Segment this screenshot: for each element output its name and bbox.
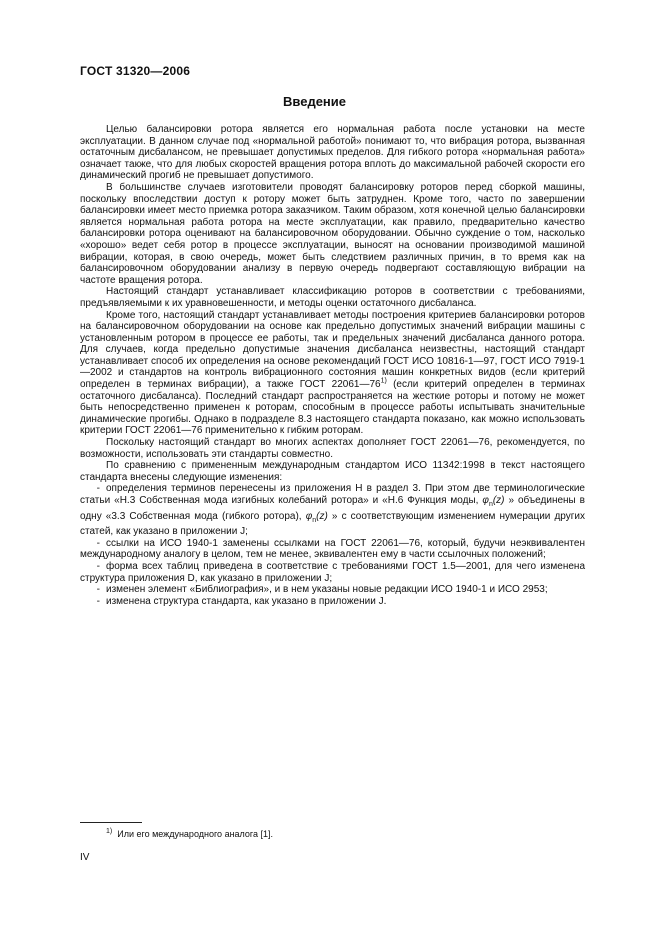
footnote-reference: 1)	[380, 377, 387, 385]
document-body	[80, 124, 585, 607]
footnote-mark: 1)	[106, 828, 113, 835]
page-number: IV	[80, 852, 90, 863]
paragraph-5: Поскольку настоящий стандарт во многих аспектах дополняет ГОСТ 22061—76, рекомендуется, по возможности, использовать эти стандарты совместно.	[80, 437, 585, 460]
list-item-text: ссылки на ИСО 1940-1 заменены ссылками на ГОСТ 22061—76, который, будучи неэквивалентен международному аналогу в целом, тем не менее, эквивалентен ему в части ссылочных положений;	[80, 537, 585, 561]
phi-argument: (z)	[492, 495, 505, 506]
footnote	[106, 829, 273, 839]
list-item-text-a: определения терминов перенесены из приложения Н в раздел 3. При этом две терминологические статьи «Н.3 Собственная мода изгибных колебаний ротора» и «Н.6 Функция моды,	[80, 483, 585, 506]
paragraph-1: Целью балансировки ротора является его нормальная работа после установки на месте эксплуатации. В данном случае под «нормальной работой» понимают то, что вибрация ротора, вызванная остаточным дисбалансом, не превышает допустимых пределов. Для гибкого ротора «нормальная работа» означает также, что для любых скоростей вращения ротора вплоть до максимальной рабочей скорости его динамический прогиб не превышает допустимого.	[80, 124, 585, 182]
list-item-text: форма всех таблиц приведена в соответствие с требованиями ГОСТ 1.5—2001, для чего изменена структура приложения D, как указано в приложении J;	[80, 560, 585, 584]
phi-symbol: φ	[482, 495, 489, 506]
paragraph-6: По сравнению с примененным международным стандартом ИСО 11342:1998 в текст настоящего стандарта внесены следующие изменения:	[80, 460, 585, 483]
paragraph-4	[80, 310, 585, 438]
paragraph-4-text-a: Кроме того, настоящий стандарт устанавливает методы построения критериев балансировки роторов на балансировочном оборудовании на основе как предельно допустимых значений вибрации машины с установленным ротором в процессе ее работы, так и предельных значений дисбаланса данного ротора. Для случаев, когда предельно допустимые значения дисбаланса неизвестны, настоящий стандарт устанавливает способ их определения на основе рекомендаций ГОСТ ИСО 10816-1—97, ГОСТ ИСО 7919-1—2002 и стандартов на контроль вибрационного состояния машин конкретных видов (если критерий определен в терминах вибрации), а также ГОСТ 22061—76	[80, 309, 585, 391]
paragraph-4-text-b: (если критерий определен в терминах остаточного дисбаланса). Последний стандарт распространяется на жесткие роторы и потому не может быть непосредственно применен к роторам, способным в процессе работы испытывать значительные динамические прогибы. Однако в подразделе 8.3 настоящего стандарта показано, как можно использовать критерии ГОСТ 22061—76 применительно к гибким роторам.	[80, 379, 585, 437]
list-item-text: изменена структура стандарта, как указано в приложении J.	[106, 595, 387, 607]
list-item-text: изменен элемент «Библиография», и в нем указаны новые редакции ИСО 1940-1 и ИСО 2953;	[106, 584, 548, 596]
list-item-text-c: » с соответствующим изменением нумерации других статей, как указано в приложении J;	[80, 510, 585, 538]
list-item-text-b: » объединены в одну «3.3 Собственная мода (гибкого ротора),	[80, 495, 585, 522]
list-item	[80, 483, 585, 537]
document-header: ГОСТ 31320—2006	[80, 64, 191, 78]
list-dash: -	[96, 483, 100, 495]
footnote-divider	[80, 822, 142, 823]
paragraph-2: В большинстве случаев изготовители проводят балансировку роторов перед сборкой машины, поскольку впоследствии доступ к ротору может быть затруднен. Кроме того, часто по завершении балансировки имеет место приемка ротора заказчиком. Таким образом, хотя конечной целью балансировки является нормальная работа ротора на месте эксплуатации, как правило, предварительно качество балансировки ротора оценивают на балансировочном оборудовании. Обычно суждение о том, насколько «хорошо» ведет себя ротор в процессе эксплуатации, выносят на основании производимой машиной вибрации, которая, в свою очередь, может быть следствием различных причин, в то время как на балансировочном оборудовании анализу в первую очередь подвергают составляющую вибрации на частоте вращения ротора.	[80, 181, 585, 286]
list-dash: -	[96, 560, 100, 572]
list-dash: -	[96, 595, 100, 607]
phi-argument: (z)	[316, 510, 328, 522]
phi-symbol: φ	[305, 510, 313, 522]
list-item	[80, 561, 585, 584]
list-item	[80, 538, 585, 561]
phi-subscript: n	[312, 516, 317, 524]
list-item	[80, 584, 585, 596]
list-dash: -	[96, 537, 100, 549]
list-dash: -	[96, 584, 100, 596]
footnote-text: Или его международного аналога [1].	[117, 829, 274, 839]
paragraph-3: Настоящий стандарт устанавливает классификацию роторов в соответствии с требованиями, предъявляемыми к их уравновешенности, и методы оценки остаточного дисбаланса.	[80, 286, 585, 309]
list-item	[80, 596, 585, 608]
phi-subscript: n	[488, 501, 493, 508]
section-title: Введение	[283, 94, 346, 109]
